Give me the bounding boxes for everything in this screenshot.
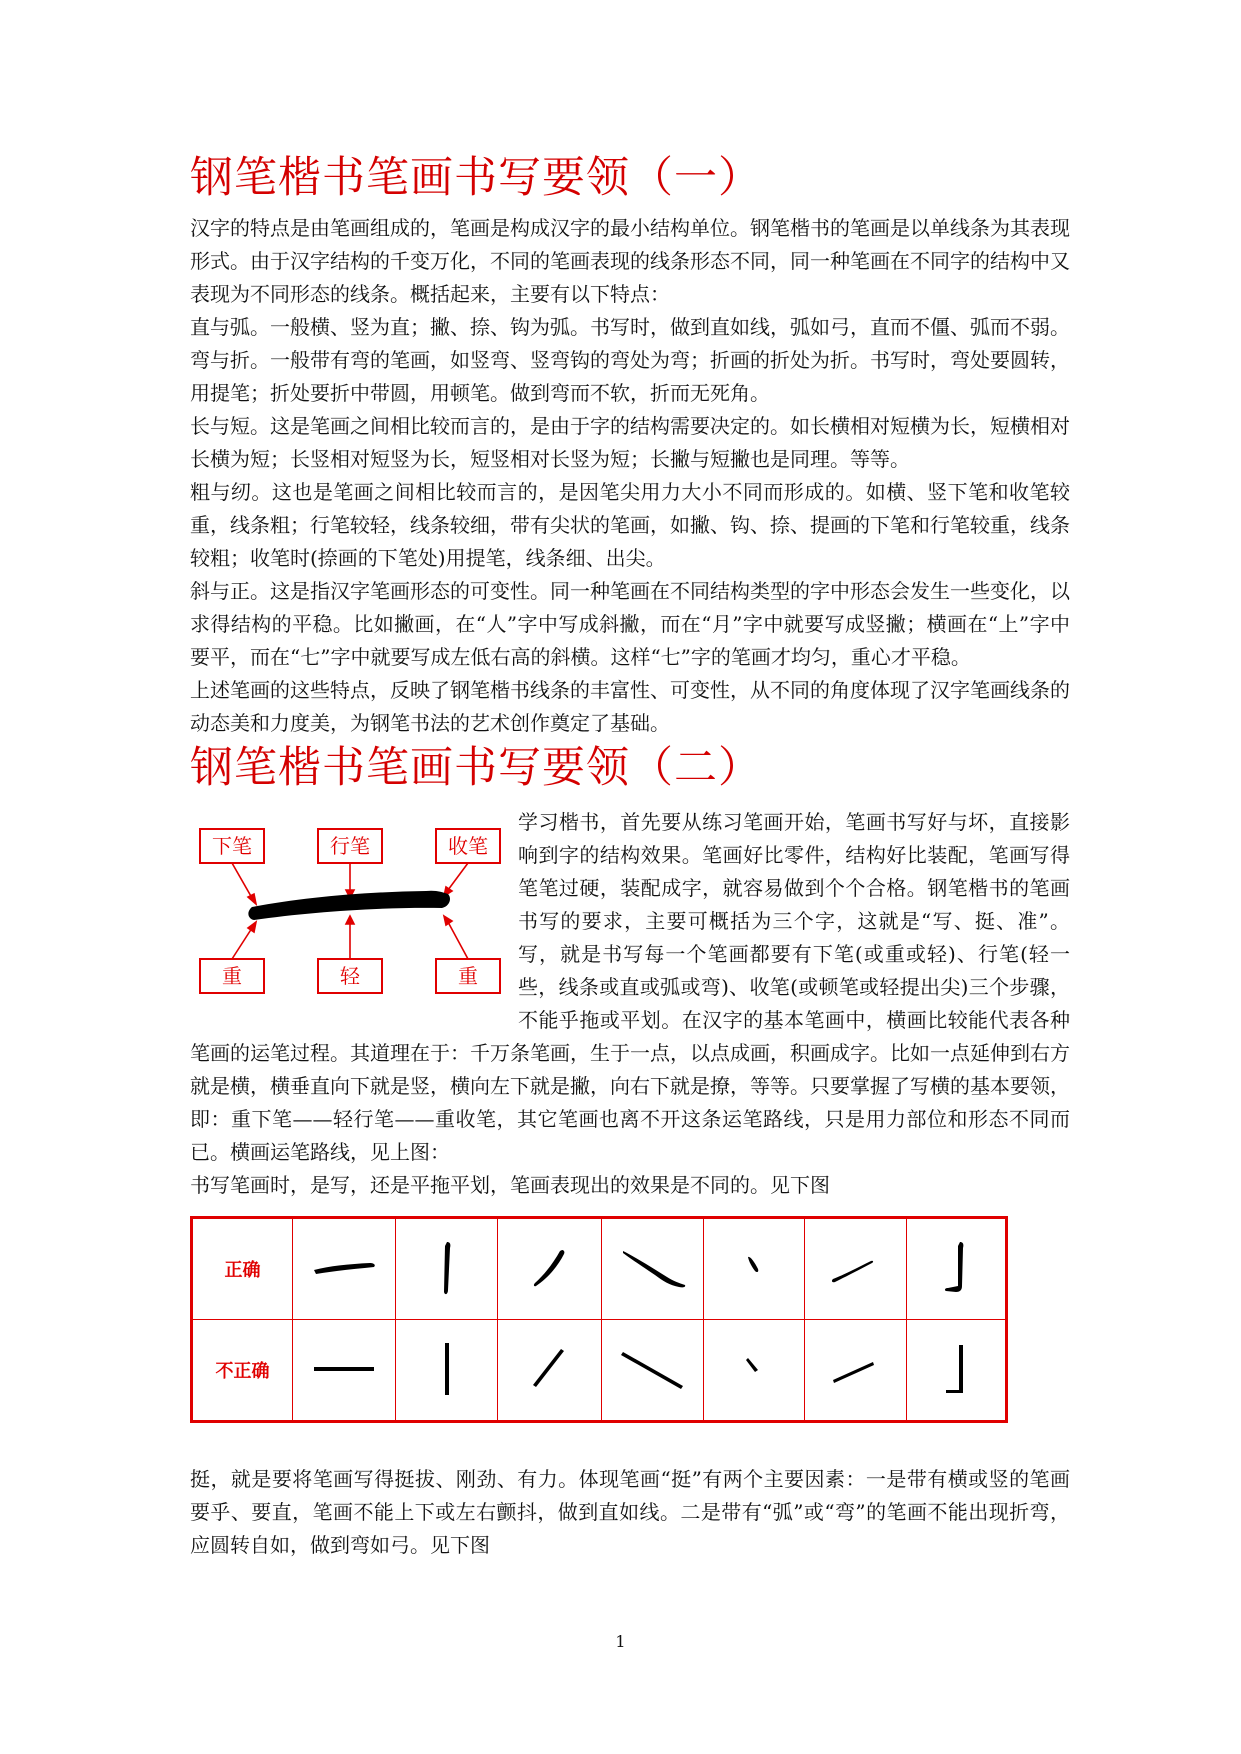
table-cell bbox=[704, 1218, 805, 1320]
label-box-top-1 bbox=[200, 829, 264, 863]
table-cell bbox=[907, 1218, 1007, 1320]
section1-text bbox=[190, 212, 1070, 740]
stroke-comparison-table bbox=[190, 1216, 1008, 1423]
table-cell bbox=[498, 1320, 602, 1422]
label-box-top-3 bbox=[436, 829, 500, 863]
paragraph: 直与弧。一般横、竖为直；撇、捺、钩为弧。书写时，做到直如线，弧如弓，直而不僵、弧而不弱。弯与折。一般带有弯的笔画，如竖弯、竖弯钩的弯处为弯；折画的折处为折。书写时，弯处要圆转，用提笔；折处要折中带圆，用顿笔。做到弯而不软，折而无死角。 bbox=[190, 315, 1070, 405]
section2-title: 钢笔楷书笔画书写要领（二） bbox=[190, 743, 762, 793]
table-cell bbox=[498, 1218, 602, 1320]
document-body bbox=[190, 150, 1070, 1562]
paragraph: 学习楷书，首先要从练习笔画开始，笔画书写好与坏，直接影响到字的结构效果。笔画好比零件，结构好比装配，笔画写得笔笔过硬，装配成字，就容易做到个个合格。钢笔楷书的笔画书写的要求，主要可概括为三个字，这就是“写、挺、准”。写，就是书写每一个笔画都要有下笔(或重或轻)、行笔(轻一些，线条或直或弧或弯)、收笔(或顿笔或轻提出尖)三个步骤，不能乎拖或平划。在汉字的基本笔画中，横画比较能代表各种笔画的运笔过程。其道理在于：千万条笔画，生于一点，以点成画，积画成字。比如一点延伸到右方就是横，横垂直向下就是竖，横向左下就是撇，向右下就是撩，等等。只要掌握了写横的基本要领，即：重下笔——轻行笔——重收笔，其它笔画也离不开这条运笔路线，只是用力部位和形态不同而已。横画运笔路线，见上图： bbox=[190, 810, 1070, 1164]
stroke-dian-incorrect bbox=[724, 1340, 784, 1400]
stroke-pie-correct bbox=[520, 1234, 580, 1304]
label-shoubi: 收笔 bbox=[448, 834, 488, 858]
label-zhong-left: 重 bbox=[222, 964, 242, 988]
stroke-heng-incorrect bbox=[304, 1340, 384, 1400]
stroke-ti-correct bbox=[821, 1239, 891, 1299]
table-cell bbox=[293, 1320, 396, 1422]
stroke-pie-incorrect bbox=[520, 1335, 580, 1405]
label-qing: 轻 bbox=[340, 964, 360, 988]
stroke-shu-incorrect bbox=[417, 1335, 477, 1405]
paragraph: 长与短。这是笔画之间相比较而言的，是由于字的结构需要决定的。如长横相对短横为长，短横相对长横为短；长竖相对短竖为长，短竖相对长竖为短；长撇与短撇也是同理。等等。 bbox=[190, 414, 1070, 471]
table-cell bbox=[602, 1320, 704, 1422]
horizontal-stroke-shape bbox=[248, 891, 450, 920]
table-cell bbox=[192, 1320, 293, 1422]
stroke-na-correct bbox=[613, 1239, 693, 1299]
label-box-bottom-1 bbox=[200, 959, 264, 993]
table-cell bbox=[907, 1320, 1007, 1422]
label-box-top-2 bbox=[318, 829, 382, 863]
table-cell bbox=[805, 1320, 907, 1422]
paragraph: 挺，就是要将笔画写得挺拔、刚劲、有力。体现笔画“挺”有两个主要因素：一是带有横或竖的笔画要乎、要直，笔画不能上下或左右颤抖，做到直如线。二是带有“弧”或“弯”的笔画不能出现折弯，应圆转自如，做到弯如弓。见下图 bbox=[190, 1467, 1070, 1557]
row-label-correct: 正确 bbox=[224, 1260, 261, 1281]
arrows-bottom bbox=[232, 916, 468, 959]
label-box-bottom-3 bbox=[436, 959, 500, 993]
stroke-na-incorrect bbox=[613, 1340, 693, 1400]
paragraph: 汉字的特点是由笔画组成的，笔画是构成汉字的最小结构单位。钢笔楷书的笔画是以单线条为其表现形式。由于汉字结构的千变万化，不同的笔画表现的线条形态不同，同一种笔画在不同字的结构中又表现为不同形态的线条。概括起来，主要有以下特点： bbox=[190, 216, 1070, 306]
paragraph: 斜与正。这是指汉字笔画形态的可变性。同一种笔画在不同结构类型的字中形态会发生一些变化，以求得结构的平稳。比如撇画，在“人”字中写成斜撇，而在“月”字中就要写成竖撇；横画在“上”字中要平，而在“七”字中就要写成左低右高的斜横。这样“七”字的笔画才均匀，重心才平稳。 bbox=[190, 579, 1070, 669]
label-xingbi: 行笔 bbox=[330, 834, 370, 858]
section2-intro bbox=[190, 806, 1070, 1169]
paragraph: 上述笔画的这些特点，反映了钢笔楷书线条的丰富性、可变性，从不同的角度体现了汉字笔画线条的动态美和力度美，为钢笔书法的艺术创作奠定了基础。 bbox=[190, 678, 1070, 735]
section3-text bbox=[190, 1463, 1070, 1562]
table-cell bbox=[396, 1218, 498, 1320]
stroke-dian-correct bbox=[724, 1239, 784, 1299]
paragraph: 粗与纫。这也是笔画之间相比较而言的，是因笔尖用力大小不同而形成的。如横、竖下笔和收笔较重，线条粗；行笔较轻，线条较细，带有尖状的笔画，如撇、钩、捺、提画的下笔和行笔较重，线条较粗；收笔时(捺画的下笔处)用提笔，线条细、出尖。 bbox=[190, 480, 1070, 570]
page-number: 1 bbox=[615, 1632, 626, 1651]
label-xiabi: 下笔 bbox=[212, 834, 252, 858]
paragraph: 书写笔画时，是写，还是平拖平划，笔画表现出的效果是不同的。见下图 bbox=[190, 1173, 830, 1197]
stroke-gou-correct bbox=[926, 1234, 986, 1304]
table-cell bbox=[704, 1320, 805, 1422]
section1-title: 钢笔楷书笔画书写要领（一） bbox=[190, 153, 762, 203]
label-box-bottom-2 bbox=[318, 959, 382, 993]
table-cell bbox=[805, 1218, 907, 1320]
table-cell bbox=[192, 1218, 293, 1320]
horizontal-stroke-diagram bbox=[190, 806, 510, 1036]
stroke-heng-correct bbox=[304, 1239, 384, 1299]
label-zhong-right: 重 bbox=[458, 964, 478, 988]
row-label-incorrect: 不正确 bbox=[215, 1361, 270, 1382]
table-row-correct bbox=[192, 1218, 1007, 1320]
stroke-gou-incorrect bbox=[926, 1335, 986, 1405]
table-cell bbox=[293, 1218, 396, 1320]
table-row-incorrect bbox=[192, 1320, 1007, 1422]
stroke-ti-incorrect bbox=[821, 1340, 891, 1400]
stroke-shu-correct bbox=[417, 1234, 477, 1304]
table-cell bbox=[602, 1218, 704, 1320]
table-cell bbox=[396, 1320, 498, 1422]
